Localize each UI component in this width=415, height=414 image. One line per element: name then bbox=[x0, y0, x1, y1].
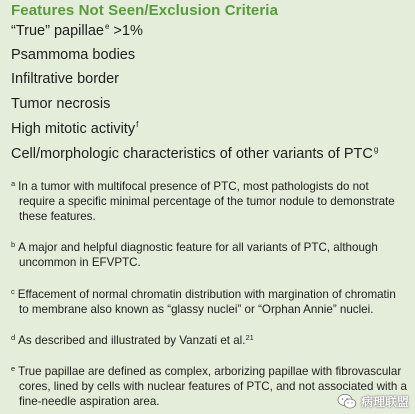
footnote-text: Effacement of normal chromatin distribution with margination of chromatin bbox=[17, 288, 396, 301]
criterion-other-variant-characteristics bbox=[11, 145, 378, 162]
footnote-text: A major and helpful diagnostic feature for all variants of PTC, although bbox=[18, 241, 378, 254]
criterion-footnote-mark: e bbox=[104, 22, 110, 31]
wechat-icon bbox=[337, 393, 357, 410]
footnote-mark: c bbox=[11, 287, 15, 296]
criterion-text: “True” papillae bbox=[11, 23, 104, 39]
footnote-b bbox=[11, 237, 407, 270]
footnote-text-continued: uncommon in EFVPTC. bbox=[19, 256, 141, 269]
criterion-footnote-mark: f bbox=[136, 120, 139, 129]
footnote-mark: a bbox=[11, 179, 16, 188]
criterion-threshold: >1% bbox=[109, 23, 143, 39]
footnote-d bbox=[11, 330, 407, 348]
criterion-infiltrative-border bbox=[11, 71, 119, 87]
watermark bbox=[337, 393, 409, 410]
footnote-text: As described and illustrated by Vanzati et al. bbox=[18, 334, 246, 347]
footnote-c bbox=[11, 284, 407, 317]
criterion-psammoma-bodies bbox=[11, 47, 135, 63]
footnote-mark: e bbox=[11, 364, 16, 373]
criterion-footnote-mark: g bbox=[373, 145, 379, 154]
criterion-text: Psammoma bodies bbox=[11, 47, 136, 63]
footnote-mark: b bbox=[11, 240, 16, 249]
criterion-true-papillae bbox=[11, 22, 143, 39]
reference-number: 21 bbox=[245, 333, 254, 342]
criterion-text: Tumor necrosis bbox=[11, 96, 111, 112]
criterion-tumor-necrosis bbox=[11, 96, 110, 112]
criterion-text: Cell/morphologic characteristics of other variants of PTC bbox=[11, 146, 373, 162]
footnote-text-continued: to membrane also known as “glassy nuclei” or “Orphan Annie” nuclei. bbox=[19, 303, 374, 316]
table-title: Features Not Seen/Exclusion Criteria bbox=[11, 2, 279, 19]
footnote-text: In a tumor with multifocal presence of PTC, most pathologists do not bbox=[18, 180, 369, 193]
footnote-text-continued: cores, lined by cells with nuclear features of PTC, and not associated with a fine-needle aspiration area. bbox=[19, 380, 407, 408]
footnote-text-continued: require a specific minimal percentage of the tumor nodule to demonstrate these features. bbox=[19, 195, 395, 223]
criterion-text: High mitotic activity bbox=[11, 121, 136, 137]
footnote-mark: d bbox=[11, 333, 16, 342]
footnote-text: True papillae are defined as complex, arborizing papillae with fibrovascular bbox=[18, 365, 402, 378]
footnote-a bbox=[11, 176, 407, 224]
watermark-text: 病理联盟 bbox=[360, 395, 409, 409]
criterion-high-mitotic-activity bbox=[11, 120, 138, 137]
criterion-text: Infiltrative border bbox=[11, 71, 119, 87]
